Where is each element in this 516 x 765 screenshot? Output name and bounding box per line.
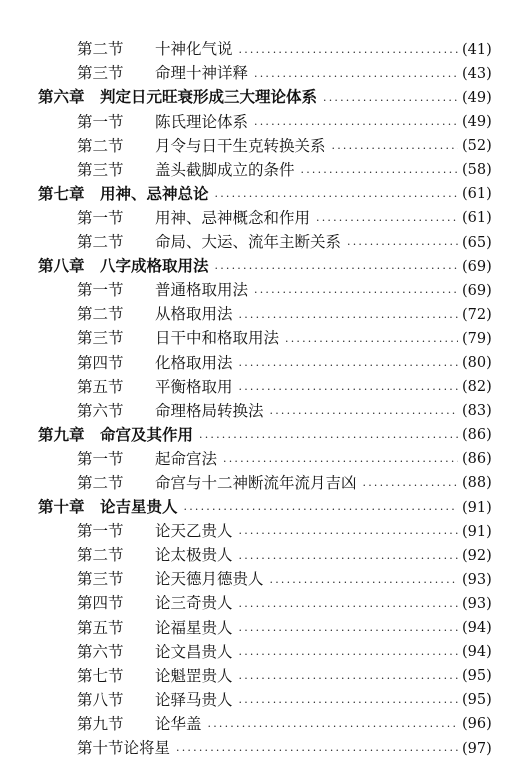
toc-section-row — [0, 62, 516, 86]
section-title: 论驿马贵人 — [155, 690, 233, 709]
page-number: (61) — [462, 210, 492, 227]
toc-section-row — [0, 616, 516, 640]
dot-leader — [239, 528, 458, 539]
chapter-number: 第七章 — [38, 184, 85, 203]
section-title: 十神化气说 — [155, 40, 233, 59]
toc-chapter-row — [0, 255, 516, 279]
toc-section-row — [0, 375, 516, 399]
section-number: 第四节 — [77, 594, 124, 613]
toc-section-row — [0, 110, 516, 134]
chapter-title: 八字成格取用法 — [100, 257, 209, 276]
page-number: (88) — [462, 475, 492, 492]
toc-section-row — [0, 520, 516, 544]
dot-leader — [215, 263, 458, 274]
dot-leader — [239, 673, 458, 684]
section-number: 第七节 — [77, 666, 124, 685]
section-title: 论华盖 — [155, 714, 202, 733]
dot-leader — [254, 287, 458, 298]
section-title: 起命宫法 — [155, 449, 218, 468]
toc-section-row — [0, 544, 516, 568]
table-of-contents — [0, 38, 516, 761]
dot-leader — [332, 143, 458, 154]
dot-leader — [208, 721, 458, 732]
section-title: 月令与日干生克转换关系 — [155, 136, 326, 155]
page-number: (79) — [462, 330, 492, 347]
dot-leader — [254, 119, 458, 130]
section-title: 盖头截脚成立的条件 — [155, 160, 295, 179]
page-number: (96) — [462, 716, 492, 733]
toc-section-row — [0, 472, 516, 496]
dot-leader — [363, 480, 458, 491]
section-number: 第二节 — [77, 233, 124, 252]
section-number: 第九节 — [77, 714, 124, 733]
dot-leader — [347, 239, 458, 250]
page-number: (43) — [462, 65, 492, 82]
page-number: (83) — [462, 403, 492, 420]
section-title: 论太极贵人 — [155, 546, 233, 565]
dot-leader — [285, 336, 458, 347]
section-number: 第二节 — [77, 136, 124, 155]
dot-leader — [199, 432, 458, 443]
section-number: 第十节 — [77, 739, 124, 758]
section-title: 从格取用法 — [155, 305, 233, 324]
dot-leader — [301, 167, 458, 178]
section-number: 第一节 — [77, 449, 124, 468]
toc-chapter-row — [0, 86, 516, 110]
dot-leader — [223, 456, 458, 467]
page-number: (94) — [462, 644, 492, 661]
page-number: (52) — [462, 138, 492, 155]
section-number: 第一节 — [77, 208, 124, 227]
section-title: 论天乙贵人 — [155, 522, 233, 541]
dot-leader — [239, 47, 458, 58]
chapter-number: 第六章 — [38, 88, 85, 107]
section-title: 论魁罡贵人 — [155, 666, 233, 685]
page-number: (92) — [462, 547, 492, 564]
page-number: (80) — [462, 355, 492, 372]
section-number: 第一节 — [77, 112, 124, 131]
toc-section-row — [0, 713, 516, 737]
page-number: (95) — [462, 692, 492, 709]
section-number: 第二节 — [77, 546, 124, 565]
section-title: 普通格取用法 — [155, 281, 249, 300]
section-number: 第二节 — [77, 40, 124, 59]
section-number: 第一节 — [77, 281, 124, 300]
section-title: 命理十神详释 — [155, 64, 249, 83]
page-number: (93) — [462, 595, 492, 612]
section-title: 平衡格取用 — [155, 377, 233, 396]
chapter-title: 论吉星贵人 — [100, 498, 178, 517]
toc-section-row — [0, 399, 516, 423]
chapter-number: 第九章 — [38, 425, 85, 444]
chapter-title: 用神、忌神总论 — [100, 184, 209, 203]
section-title: 日干中和格取用法 — [155, 329, 280, 348]
dot-leader — [239, 649, 458, 660]
page-number: (69) — [462, 258, 492, 275]
toc-section-row — [0, 689, 516, 713]
section-number: 第三节 — [77, 329, 124, 348]
toc-section-row — [0, 303, 516, 327]
section-number: 第三节 — [77, 64, 124, 83]
page-number: (72) — [462, 306, 492, 323]
chapter-title: 判定日元旺衰形成三大理论体系 — [100, 88, 318, 107]
page-number: (58) — [462, 162, 492, 179]
dot-leader — [239, 625, 458, 636]
toc-section-row — [0, 134, 516, 158]
section-title: 命宫与十二神断流年流月吉凶 — [155, 473, 357, 492]
page-number: (91) — [462, 499, 492, 516]
toc-section-row — [0, 737, 516, 761]
dot-leader — [184, 504, 458, 515]
page-number: (49) — [462, 89, 492, 106]
page-number: (65) — [462, 234, 492, 251]
toc-section-row — [0, 158, 516, 182]
dot-leader — [254, 71, 458, 82]
toc-section-row — [0, 38, 516, 62]
toc-section-row — [0, 640, 516, 664]
section-number: 第六节 — [77, 642, 124, 661]
page-number: (94) — [462, 620, 492, 637]
section-number: 第二节 — [77, 305, 124, 324]
page-number: (49) — [462, 114, 492, 131]
dot-leader — [239, 553, 458, 564]
section-number: 第五节 — [77, 377, 124, 396]
dot-leader — [239, 312, 458, 323]
toc-section-row — [0, 351, 516, 375]
page-number: (91) — [462, 523, 492, 540]
dot-leader — [323, 95, 458, 106]
toc-section-row — [0, 592, 516, 616]
section-number: 第六节 — [77, 401, 124, 420]
toc-section-row — [0, 327, 516, 351]
section-title: 命局、大运、流年主断关系 — [155, 233, 342, 252]
section-number: 第一节 — [77, 522, 124, 541]
toc-chapter-row — [0, 424, 516, 448]
section-title: 陈氏理论体系 — [155, 112, 249, 131]
page-number: (69) — [462, 282, 492, 299]
section-title: 论福星贵人 — [155, 618, 233, 637]
chapter-title: 命宫及其作用 — [100, 425, 194, 444]
section-number: 第三节 — [77, 160, 124, 179]
dot-leader — [176, 745, 458, 756]
page-number: (95) — [462, 668, 492, 685]
dot-leader — [239, 601, 458, 612]
dot-leader — [270, 408, 458, 419]
section-number: 第二节 — [77, 473, 124, 492]
section-number: 第三节 — [77, 570, 124, 589]
chapter-number: 第十章 — [38, 498, 85, 517]
toc-section-row — [0, 448, 516, 472]
dot-leader — [239, 360, 458, 371]
page-number: (86) — [462, 451, 492, 468]
toc-section-row — [0, 568, 516, 592]
dot-leader — [215, 191, 458, 202]
toc-section-row — [0, 231, 516, 255]
page-number: (93) — [462, 571, 492, 588]
toc-section-row — [0, 664, 516, 688]
dot-leader — [316, 215, 458, 226]
dot-leader — [239, 384, 458, 395]
chapter-number: 第八章 — [38, 257, 85, 276]
dot-leader — [270, 577, 458, 588]
section-title: 论将星 — [123, 739, 171, 758]
page-number: (82) — [462, 379, 492, 396]
section-number: 第四节 — [77, 353, 124, 372]
toc-section-row — [0, 279, 516, 303]
section-title: 命理格局转换法 — [155, 401, 264, 420]
dot-leader — [239, 697, 458, 708]
page-number: (41) — [462, 41, 492, 58]
toc-chapter-row — [0, 183, 516, 207]
section-number: 第八节 — [77, 690, 124, 709]
section-title: 用神、忌神概念和作用 — [155, 208, 311, 227]
section-title: 论天德月德贵人 — [155, 570, 264, 589]
page-number: (97) — [462, 740, 492, 757]
section-title: 论文昌贵人 — [155, 642, 233, 661]
toc-section-row — [0, 207, 516, 231]
section-title: 论三奇贵人 — [155, 594, 233, 613]
toc-chapter-row — [0, 496, 516, 520]
section-title: 化格取用法 — [155, 353, 233, 372]
page-number: (61) — [462, 186, 492, 203]
section-number: 第五节 — [77, 618, 124, 637]
page-number: (86) — [462, 427, 492, 444]
